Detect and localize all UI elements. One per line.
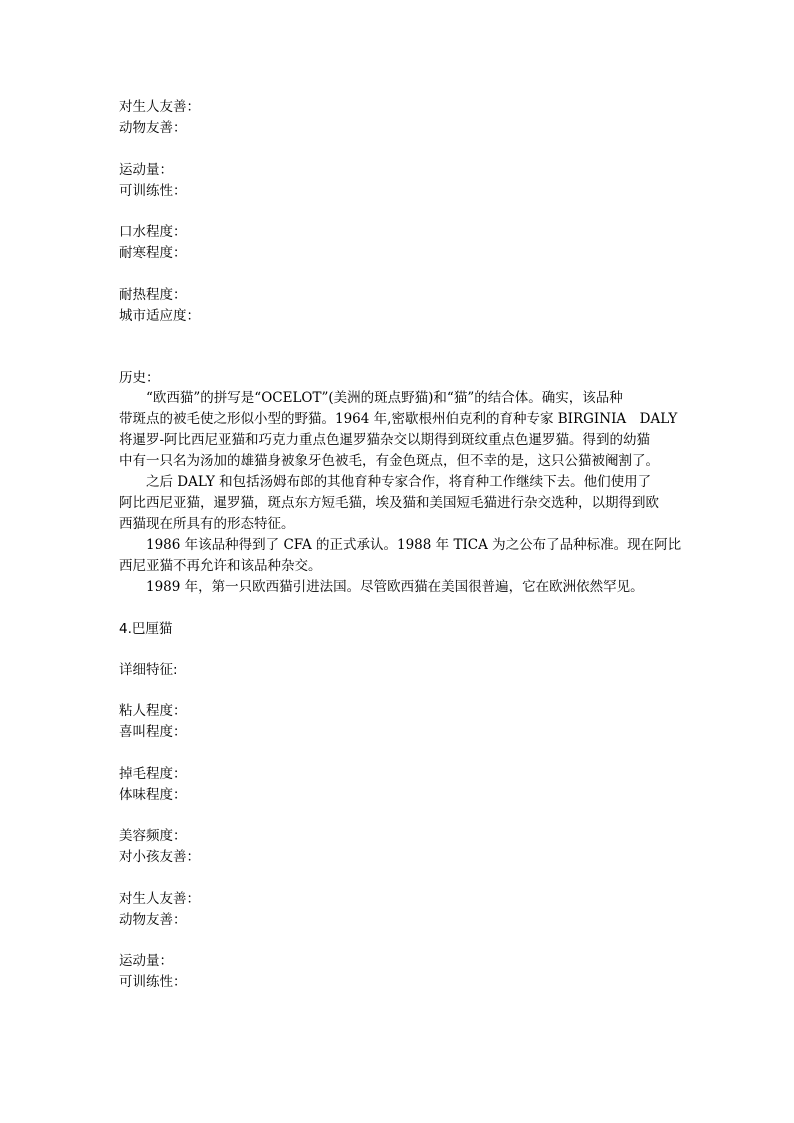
attr-animal-friendly: 动物友善： — [119, 120, 187, 136]
history-line: 1986 年该品种得到了 CFA 的正式承认。1988 年 TICA 为之公布了品种标准。现在阿比 — [146, 537, 682, 553]
history-line: 之后 DALY 和包括汤姆布郎的其他育种专家合作，将育种工作继续下去。他们使用了 — [146, 474, 652, 490]
history-line: 阿比西尼亚猫，暹罗猫，斑点东方短毛猫，埃及猫和美国短毛猫进行杂交选种，以期得到欧 — [119, 495, 659, 511]
features-heading: 详细特征: — [119, 662, 178, 678]
history-line: 将暹罗-阿比西尼亚猫和巧克力重点色暹罗猫杂交以期得到斑纹重点色暹罗猫。得到的幼猫 — [119, 432, 651, 448]
attr-odor: 体味程度： — [119, 787, 187, 803]
attr-trainability: 可训练性： — [119, 974, 187, 990]
history-line: “欧西猫”的拼写是“OCELOT”(美洲的斑点野猫)和“猫”的结合体。确实，该品种 — [146, 390, 623, 406]
attr-shedding: 掉毛程度： — [119, 766, 187, 782]
history-line: 中有一只名为汤加的雄猫身被象牙色被毛，有金色斑点，但不幸的是，这只公猫被阉割了。 — [119, 453, 659, 469]
attr-kid-friendly: 对小孩友善： — [119, 849, 200, 865]
attr-stranger-friendly: 对生人友善： — [119, 891, 200, 907]
attr-vocality: 喜叫程度： — [119, 724, 187, 740]
attr-exercise: 运动量： — [119, 953, 173, 969]
attr-affection: 粘人程度： — [119, 703, 187, 719]
attr-exercise: 运动量： — [119, 162, 173, 178]
section-title: 4.巴厘猫 — [119, 621, 173, 637]
history-heading: 历史： — [119, 370, 160, 386]
attr-cold-tolerance: 耐寒程度： — [119, 245, 187, 261]
history-line: 带斑点的被毛使之形似小型的野猫。1964 年,密歇根州伯克利的育种专家 BIRGINIA DALY — [119, 411, 678, 427]
attr-stranger-friendly: 对生人友善： — [119, 99, 200, 115]
attr-grooming: 美容频度： — [119, 828, 187, 844]
attr-city-adaptability: 城市适应度： — [119, 308, 200, 324]
attr-trainability: 可训练性： — [119, 183, 187, 199]
history-line: 1989 年，第一只欧西猫引进法国。尽管欧西猫在美国很普遍，它在欧洲依然罕见。 — [146, 579, 644, 595]
attr-heat-tolerance: 耐热程度： — [119, 287, 187, 303]
attr-drooling: 口水程度： — [119, 224, 187, 240]
attr-animal-friendly: 动物友善： — [119, 912, 187, 928]
history-line: 西尼亚猫不再允许和该品种杂交。 — [119, 558, 322, 574]
history-line: 西猫现在所具有的形态特征。 — [119, 516, 295, 532]
